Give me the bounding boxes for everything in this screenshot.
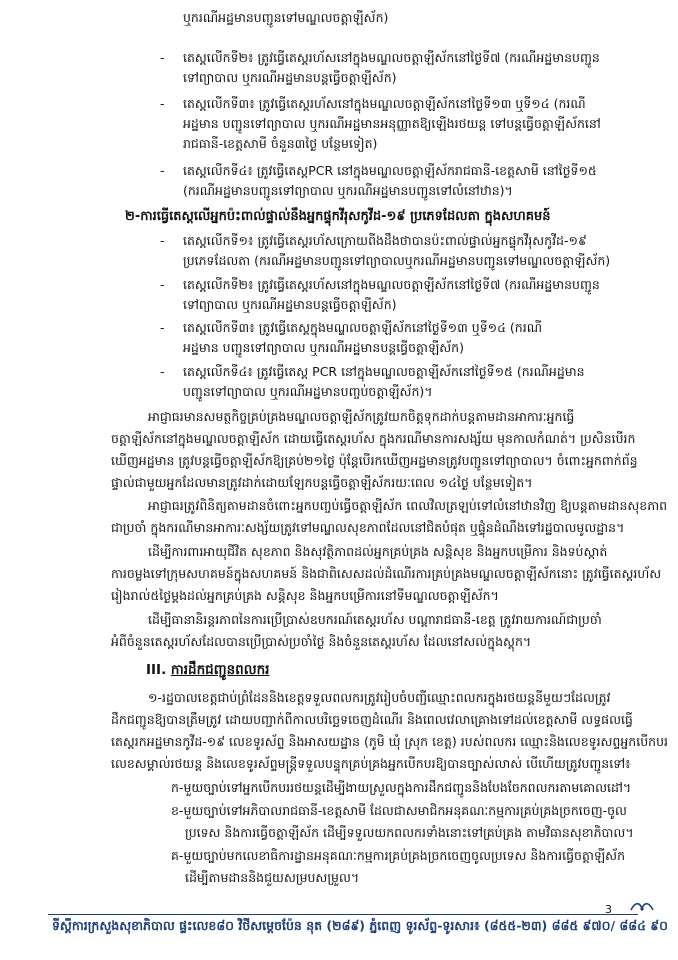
section3-intro-line-4: លេខសម្គាល់រថយន្ត និងលេខទូរស័ព្ទមន្ត្រីទទួលបន្ទុកគ្រប់គ្រងអ្នកបើកបរឱ្យបានច្បាស់លាស់ បើហើយត្រូវបញ្ជូនទៅ៖ bbox=[111, 756, 631, 771]
section1-item-2-line-2: អដ្ឋមាន បញ្ជូនទៅព្យាបាល ឬករណីអដ្ឋមានអនុញ្ញាតឱ្យឡើងរថយន្ត ទៅបន្តធ្វើចត្តាឡីស័កនៅ bbox=[183, 116, 601, 131]
bullet-dash: - bbox=[160, 50, 165, 65]
section3-item-b-line-1: ខ-មួយច្បាប់ទៅអភិបាលរាជធានី-ខេត្តសាមី ដែលជាសមាជិកអនុគណៈកម្មការគ្រប់គ្រងច្រកចេញ-ចូល bbox=[171, 803, 627, 818]
paragraph-3-line-1: ដើម្បីការពារអាយុជីវិត សុខភាព និងសុវត្ថិភាពដល់អ្នកគ្រប់គ្រង សន្តិសុខ និងអ្នកបម្រើការ និងទប់ស្កាត់ bbox=[148, 544, 608, 559]
footer-address: ទីស្តីការក្រសួងសុខាភិបាល ផ្ទះលេខ៨០ វិថីសម្តេចប៉ែន នុត (២៨៩) ភ្នំពេញ ទូរស័ព្ទ-ទូរសារ៖ (៨៥៥-២៣) ៨៨៥ ៩៧០/ ៨៨៤ ៩០ bbox=[52, 918, 668, 933]
bullet-dash: - bbox=[160, 320, 165, 335]
paragraph-1-line-3: ឃើញអដ្ឋមាន ត្រូវបន្តធ្វើចត្តាឡីស័កឱ្យគ្រប់២១ថ្ងៃ ប៉ុន្តែបើរកឃើញអដ្ឋមានត្រូវបញ្ជូនទៅព្យាបាល។ ចំពោះអ្នកពាក់ព័ន្ធ bbox=[111, 453, 638, 468]
section2-item-3-line-2: អដ្ឋមាន បញ្ជូនទៅព្យាបាល ឬករណីអដ្ឋមានបន្តធ្វើចត្តាឡីស័ក) bbox=[183, 340, 464, 355]
section3-item-c-line-1: គ-មួយច្បាប់មកលេខាធិការដ្ឋានអនុគណៈកម្មការគ្រប់គ្រងច្រកចេញចូលប្រទេស និងការធ្វើចត្តាឡីស័ក bbox=[171, 848, 626, 863]
section3-item-a: ក-មួយច្បាប់ទៅអ្នកបើកបររថយន្តដើម្បីងាយស្រួលក្នុងការដឹកជញ្ជូននិងបែងចែកពលករតាមគោលដៅ។ bbox=[171, 780, 632, 795]
section1-item-1-line-1: តេស្តលើកទី២៖ ត្រូវធ្វើតេស្តរហ័សនៅក្នុងមណ្ឌលចត្តាឡីស័កនៅថ្ងៃទី៧ (ករណីអដ្ឋមានបញ្ជូន bbox=[183, 50, 600, 65]
paragraph-4-line-1: ដើម្បីធានានិរន្តរភាពនៃការប្រើប្រាស់ឧបករណ៍តេស្តរហ័ស បណ្តារាជធានី-ខេត្ត ត្រូវរាយការណ៍ជាប្រចាំ bbox=[148, 612, 602, 627]
bullet-dash: - bbox=[160, 233, 165, 248]
bullet-dash: - bbox=[160, 364, 165, 379]
section3-intro-line-3: តេស្តរកអដ្ឋមានកូវីដ-១៩ លេខទូរស័ព្ទ និងអាសយដ្ឋាន (ភូមិ ឃុំ ស្រុក ខេត្ត) របស់ពលករ ឈ្មោះនិងលេខទូរសព្ទអ្នកបើកបរ bbox=[111, 734, 668, 749]
section2-item-2-line-1: តេស្តលើកទី២៖ ត្រូវធ្វើតេស្តរហ័សនៅក្នុងមណ្ឌលចត្តាឡីស័កនៅថ្ងៃទី៧ (ករណីអដ្ឋមានបញ្ជូន bbox=[183, 277, 600, 292]
section2-item-1-line-1: តេស្តលើកទី១៖ ត្រូវធ្វើតេស្តរហ័សក្រោយពីងដឹងថាបានប៉ះពាល់ផ្ទាល់អ្នកផ្ទុកវីរុសកូវីដ-១៩ bbox=[183, 233, 587, 248]
page-number: 3 bbox=[605, 903, 612, 916]
bullet-dash: - bbox=[160, 163, 165, 178]
paragraph-3-line-2: ការចម្លងទៅក្រុមសហគមន៍ក្នុងសហគមន៍ និងជាពិសេសដល់ដំណើរការគ្រប់គ្រងមណ្ឌលចត្តាឡីស័កនោះ ត្រូវធ្វើតេស្តរហ័ស bbox=[111, 566, 662, 581]
section1-item-3-line-2: (ករណីអដ្ឋមានបញ្ជូនទៅព្យាបាល ឬករណីអដ្ឋមានបញ្ជូនទៅលំនៅឋាន)។ bbox=[183, 183, 513, 198]
section3-number: III. bbox=[146, 662, 167, 678]
section1-item-2-line-3: រាជធានី-ខេត្តសាមី ចំនួន៣ថ្ងៃ បន្ថែមទៀត) bbox=[183, 136, 378, 151]
section1-item-1-line-2: ទៅព្យាបាល ឬករណីអដ្ឋមានបន្តធ្វើចត្តាឡីស័ក) bbox=[183, 70, 397, 85]
section2-item-4-line-1: តេស្តលើកទី៤៖ ត្រូវធ្វើតេស្ត PCR នៅក្នុងមណ្ឌលចត្តាឡីស័កនៅថ្ងៃទី១៥ (ករណីអដ្ឋមាន bbox=[183, 364, 585, 379]
section3-intro-line-1: ១-រដ្ឋបាលខេត្តជាប់ព្រំដែននិងខេត្តទទួលពលករត្រូវរៀបចំបញ្ជីឈ្មោះពលករក្នុងរថយន្តនីមួយៗដែលត្រូវ bbox=[148, 690, 611, 705]
paragraph-1-line-1: អាជ្ញាធរមានសមត្ថកិច្ចគ្រប់គ្រងមណ្ឌលចត្តាឡីស័កត្រូវយកចិត្តទុកដាក់បន្តតាមដានអាការៈអ្នកធ្វើ bbox=[148, 409, 575, 424]
section2-item-4-line-2: បញ្ជូនទៅព្យាបាល ឬករណីអដ្ឋមានបញ្ចប់ចត្តាឡីស័ក)។ bbox=[183, 384, 433, 399]
paragraph-1-line-4: ផ្ទាល់ជាមួយអ្នកដែលមានត្រូវដាក់ដោយឡែកបន្តធ្វើចត្តាឡីស័ករយៈពេល ១៤ថ្ងៃ បន្ថែមទៀត។ bbox=[111, 475, 533, 490]
section2-heading: ២-ការធ្វើតេស្តលើអ្នកប៉ះពាល់ផ្ទាល់នឹងអ្នកផ្ទុកវីរុសកូវីដ-១៩ ប្រភេទដែលតា ក្នុងសហគមន៍ bbox=[125, 209, 551, 224]
paragraph-1-line-2: ចត្តាឡីស័កនៅក្នុងមណ្ឌលចត្តាឡីស័ក ដោយធ្វើតេស្តរហ័ស ក្នុងករណីមានការសង្ស័យ មុនកាលកំណត់។ ប្រសិនបើរក bbox=[111, 431, 636, 446]
bullet-dash: - bbox=[160, 96, 165, 111]
section1-item-3-line-1: តេស្តលើកទី៤៖ ត្រូវធ្វើតេស្តPCR នៅក្នុងមណ្ឌលចត្តាឡីស័ករាជធានី-ខេត្តសាមី នៅថ្ងៃទី១៥ bbox=[183, 163, 597, 178]
footer-divider bbox=[48, 914, 638, 915]
section2-item-3-line-1: តេស្តលើកទី៣៖ ត្រូវធ្វើតេស្តក្នុងមណ្ឌលចត្តាឡីស័កនៅថ្ងៃទី១៣ ឬទី១៤ (ករណី bbox=[183, 320, 542, 335]
bullet-dash: - bbox=[160, 277, 165, 292]
section3-item-c-line-2: ដើម្បីតាមដាននិងជួយសម្របសម្រួល។ bbox=[185, 870, 360, 885]
section3-intro-line-2: ដឹកជញ្ជូនឱ្យបានត្រឹមត្រូវ ដោយបញ្ជាក់ពីកាលបរិច្ឆេទចេញដំណើរ និងពេលវេលាគ្រោងទៅដល់ខេត្តសាមី លទ្ធផលធ្វើ bbox=[111, 712, 633, 727]
paragraph-2-line-2: ជាប្រចាំ ក្នុងករណីមានអាការៈសង្ស័យត្រូវទៅមណ្ឌលសុខភាពដែលនៅជិតបំផុត ឬផ្ទុំនដំណឹងទៅរដ្ឋបាលមូលដ្ឋាន។ bbox=[111, 520, 625, 535]
section3-item-b-line-2: ប្រទេស និងការធ្វើចត្តាឡីស័ក ដើម្បីទទួលយកពលករទាំងនោះទៅគ្រប់គ្រង តាមវិធានសុខាភិបាល។ bbox=[185, 825, 634, 840]
paragraph-4-line-2: អំពីចំនួនតេស្តរហ័សដែលបានប្រើប្រាស់ប្រចាំថ្ងៃ និងចំនួនតេស្តរហ័ស ដែលនៅសល់ក្នុងស្តុក។ bbox=[111, 634, 532, 649]
section3-title: ការដឹកជញ្ជូនពលករ bbox=[170, 662, 270, 678]
paragraph-2-line-1: អាជ្ញាធរត្រូវពិនិត្យតាមដានចំពោះអ្នកបញ្ចប់ធ្វើចត្តាឡីស័ក ពេលវិលត្រឡប់ទៅលំនៅឋានវិញ ឱ្យបន្តតាមដានសុខភាព bbox=[148, 498, 668, 513]
section3-heading bbox=[146, 662, 269, 678]
paragraph-3-line-3: រៀងរាល់៥ថ្ងៃម្តងដល់អ្នកគ្រប់គ្រង សន្តិសុខ និងអ្នកបម្រើការនៅទីមណ្ឌលចត្តាឡីស័ក។ bbox=[111, 588, 499, 603]
ministry-ornament-icon bbox=[630, 900, 654, 912]
section1-line-1: ឬករណីអដ្ឋមានបញ្ជូនទៅមណ្ឌលចត្តាឡីស័ក) bbox=[183, 10, 389, 25]
section1-item-2-line-1: តេស្តលើកទី៣៖ ត្រូវធ្វើតេស្តរហ័សនៅក្នុងមណ្ឌលចត្តាឡីស័កនៅថ្ងៃទី១៣ ឬទី១៤ (ករណី bbox=[183, 96, 586, 111]
section2-item-2-line-2: ទៅព្យាបាល ឬករណីអដ្ឋមានបន្តធ្វើចត្តាឡីស័ក) bbox=[183, 297, 397, 312]
section2-item-1-line-2: ប្រភេទដែលតា (ករណីអដ្ឋមានបញ្ជូនទៅព្យាបាលឬករណីអដ្ឋមានបញ្ជូនទៅមណ្ឌលចត្តាឡីស័ក) bbox=[183, 253, 611, 268]
